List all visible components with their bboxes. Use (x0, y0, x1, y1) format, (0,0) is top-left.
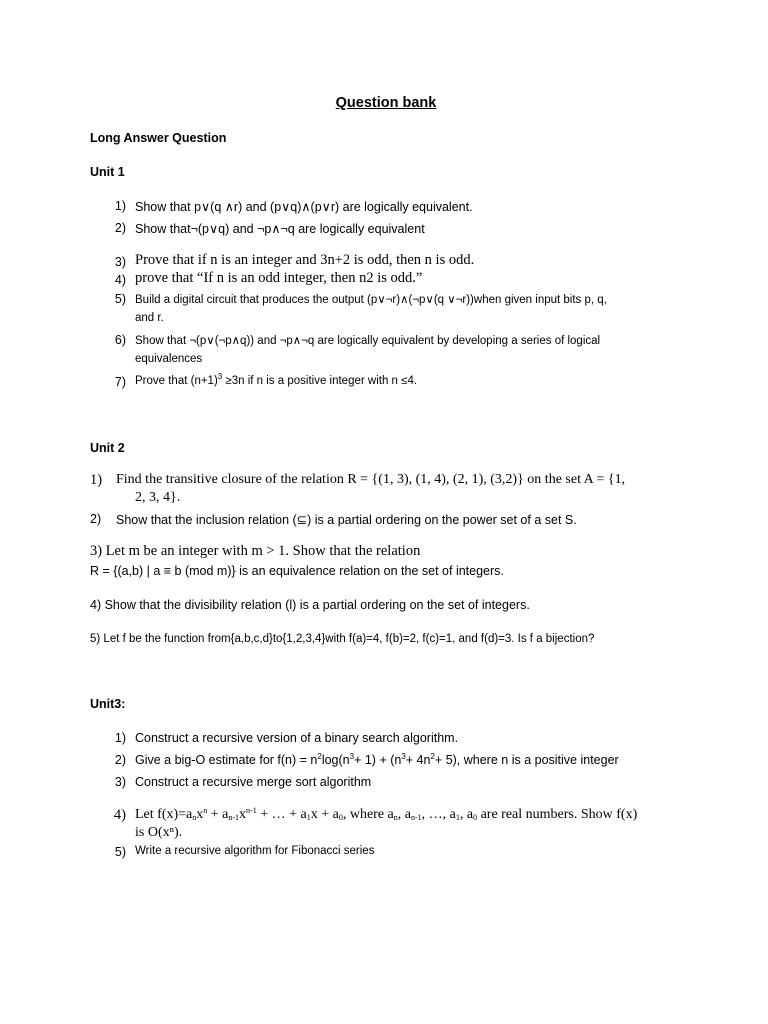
u1-q4-text: prove that “If n is an odd integer, then n2 is odd.” (135, 270, 423, 286)
u1-q2-number: 2) (114, 221, 126, 235)
u3-q2-number: 2) (114, 753, 126, 767)
u2-q1-number: 1) (90, 472, 103, 488)
u3-q4-text-line2: is O(xⁿ). (135, 825, 183, 840)
u2-q2-number: 2) (90, 512, 102, 526)
u1-q1-number: 1) (114, 199, 126, 213)
u2-q3-text-line2: R = {(a,b) | a ≡ b (mod m)} is an equivalence relation on the set of integers. (90, 564, 504, 578)
u1-q6-number: 6) (114, 333, 126, 347)
u3-q4-number: 4) (113, 807, 126, 823)
u3-q3-number: 3) (114, 775, 126, 789)
u1-q5-text-line2: and r. (135, 312, 164, 324)
u3-q4-text-line1: Let $f(x)=a_nx^n + a_{n-1}x^{n-1}$ + … + $a_1x + a_0$, where $a_n$, $a_{n-1}$, …, $a_1$, $a_0$ are real numbers. Show f(x) (135, 806, 638, 822)
u2-q4-text: 4) Show that the divisibility relation (l) is a partial ordering on the set of integers. (90, 598, 530, 612)
unit3-heading: Unit3: (90, 697, 126, 711)
u3-q2-text: Give a big-O estimate for $f(n) = n^2\log(n^3+ 1) + (n^3+ 4n^2+ 5)$, where n is a positive integer (135, 752, 619, 767)
u1-q7-text: Prove that $(n+1)^3 \ge 3n$ if n is a positive integer with n ≤4. (135, 372, 418, 387)
unit2-heading: Unit 2 (90, 441, 125, 455)
u1-q3-number: 3) (114, 255, 126, 269)
u1-q3-text: Prove that if n is an integer and 3n+2 is odd, then n is odd. (135, 252, 475, 268)
u2-q2-text: Show that the inclusion relation (⊆) is a partial ordering on the power set of a set S. (116, 513, 577, 527)
section-subtitle: Long Answer Question (90, 131, 227, 145)
u3-q1-number: 1) (114, 731, 126, 745)
u1-q1-text: Show that p∨(q ∧r) and (p∨q)∧(p∨r) are logically equivalent. (135, 200, 473, 214)
u1-q5-text-line1: Build a digital circuit that produces the output (p∨¬r)∧(¬p∨(q ∨¬r))when given input bits p, q, (135, 294, 607, 306)
u3-q1-text: Construct a recursive version of a binary search algorithm. (135, 731, 459, 745)
u1-q4-number: 4) (114, 273, 126, 287)
unit1-heading: Unit 1 (90, 165, 125, 179)
u1-q7-number: 7) (114, 375, 126, 389)
u2-q3-text-line1: 3) Let m be an integer with m > 1. Show that the relation (90, 543, 421, 559)
page-title: Question bank (335, 95, 437, 111)
u2-q1-text-line1: Find the transitive closure of the relation R = {(1, 3), (1, 4), (2, 1), (3,2)} on the set A = {1, (116, 472, 626, 487)
u1-q5-number: 5) (114, 292, 126, 306)
u3-q3-text: Construct a recursive merge sort algorithm (135, 775, 372, 789)
u1-q2-text: Show that¬(p∨q) and ¬p∧¬q are logically equivalent (135, 222, 425, 236)
u1-q6-text-line1: Show that ¬(p∨(¬p∧q)) and ¬p∧¬q are logically equivalent by developing a series of logical (135, 335, 601, 347)
u2-q5-text: 5) Let f be the function from{a,b,c,d}to{1,2,3,4}with f(a)=4, f(b)=2, f(c)=1, and f(d)=3. Is f a bijection? (90, 633, 595, 645)
u3-q5-text: Write a recursive algorithm for Fibonacci series (135, 845, 375, 857)
u2-q1-text-line2: 2, 3, 4}. (135, 490, 181, 505)
u1-q6-text-line2: equivalences (135, 353, 203, 365)
u3-q5-number: 5) (114, 845, 126, 859)
